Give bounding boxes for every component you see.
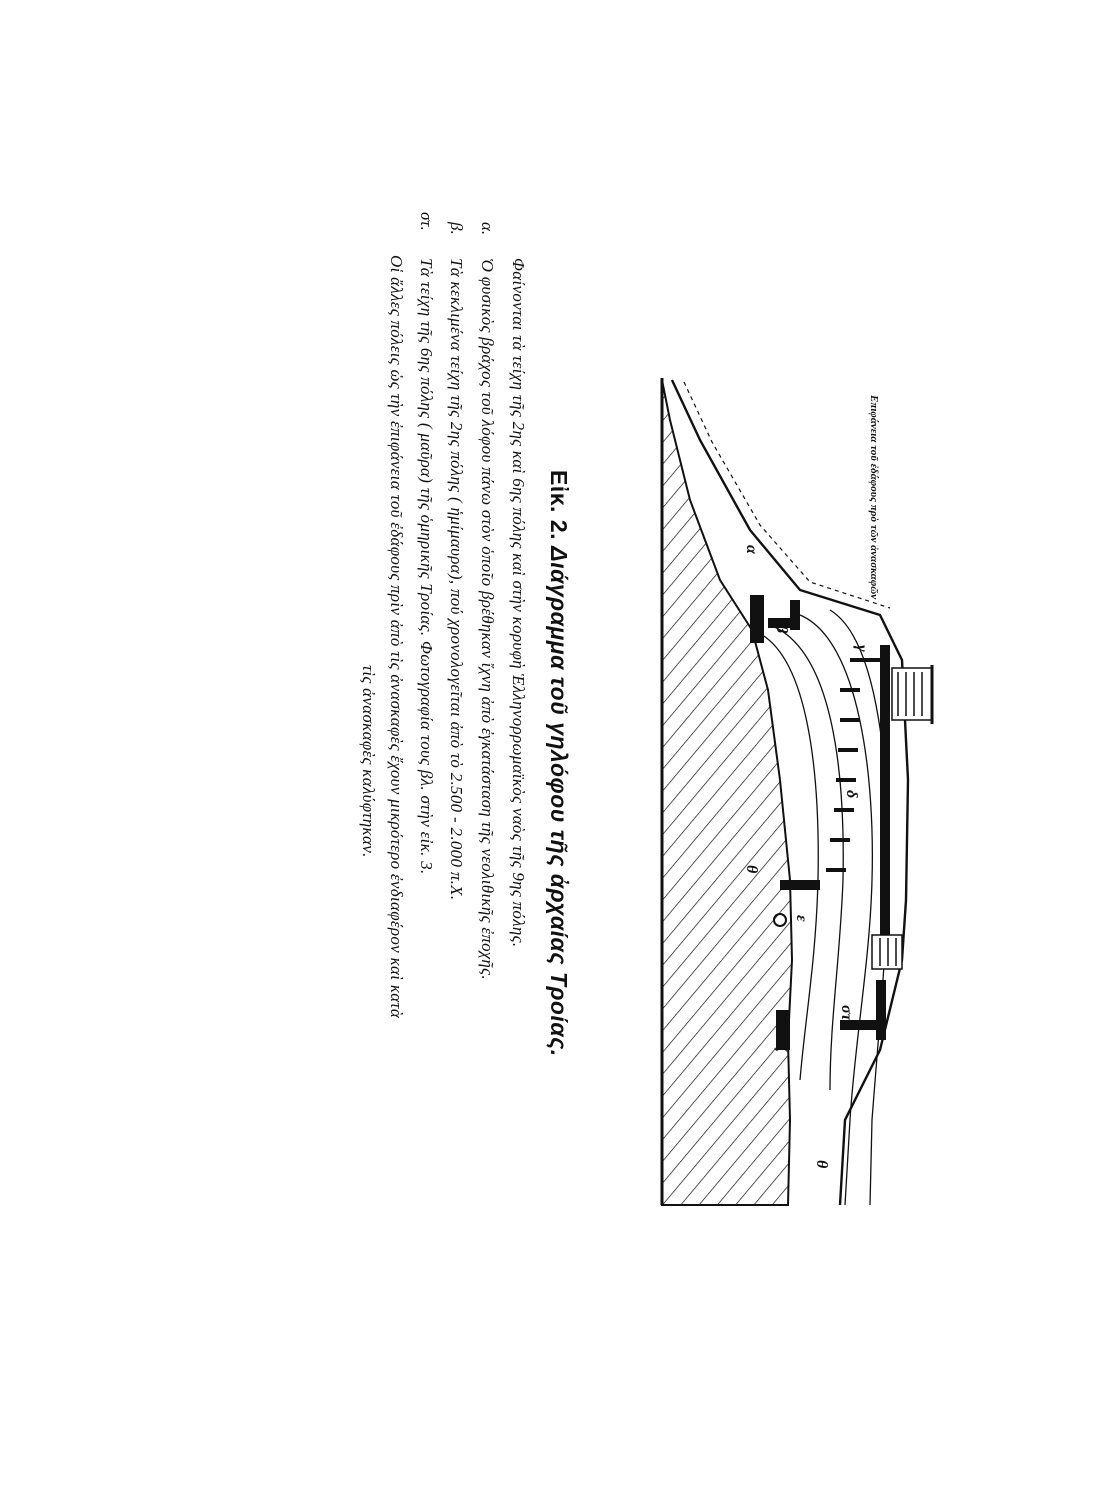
label-sigma: στ (838, 1005, 855, 1021)
label-delta: δ (843, 790, 860, 799)
wall-block (876, 980, 886, 1040)
wall-block (790, 600, 800, 630)
label-theta: θ (813, 1160, 830, 1169)
wall-block (840, 1020, 880, 1030)
troy-hill-cross-section-diagram (640, 360, 935, 1210)
wall-block (776, 1010, 790, 1050)
wall-block (780, 880, 820, 890)
upper-wall (880, 645, 890, 945)
stratum-line-4 (830, 610, 888, 1205)
label-gamma: γ (853, 645, 870, 652)
label-beta: β (773, 625, 790, 634)
label-epsilon: ε (793, 915, 810, 922)
stratum-line-3 (800, 615, 872, 1205)
label-theta-2: θ (743, 865, 760, 874)
figure-caption (545, 470, 572, 1057)
legend-closing-line-2: τὶς ἀνασκαφὲς καλύφτηκαν. (359, 665, 378, 858)
figure-number: Εἰκ. 2. (546, 470, 572, 541)
legend-closing-line-1: Οἱ ἄλλες πόλεις ὡς τὴν ἐπιφάνεια τοῦ ἐδάφους πρὶν ἀπὸ τὶς ἀνασκαφὲς ἔχουν μικρότερο ἐνδιαφέρον καὶ κατὰ (387, 255, 406, 1019)
legend-item-sigma: Τὰ τείχη τῆς 6ης πόλης ( μαῦρα) τῆς ὁμηρικῆς Τροίας. Φωτογραφία τους βλ. στὴν εἰκ. 3. (417, 258, 436, 875)
legend-item-beta: Τὰ κεκλιμένα τείχη τῆς 2ης πόλης ( ἡμίμαυρα), πού χρονολογεῖται ἀπὸ τὸ 2.500 - 2.000 π.Χ. (447, 258, 466, 901)
figure-title: Διάγραμμα τοῦ γηλόφου τῆς ἀρχαίας Τροίας. (546, 546, 572, 1057)
legend-marker-beta: β. (447, 222, 466, 235)
small-building-icon (872, 935, 902, 969)
legend-marker-sigma: στ. (417, 212, 436, 231)
temple-icon (892, 665, 932, 724)
label-alpha: α (743, 545, 760, 554)
wall-block (750, 595, 764, 643)
legend-item-alpha: Ὁ φυσικὸς βράχος τοῦ λόφου πάνω στὸν ὁποῖο βρέθηκαν ἴχνη ἀπὸ ἐγκατάσταση τῆς νεολιθικῆς ἐποχῆς. (478, 258, 497, 980)
surface-label: Επιφάνεια τοῦ ἐδάφους πρὸ τῶν ἀνασκαφῶν (868, 395, 880, 600)
bedrock-hatched (662, 380, 792, 1205)
label-zeta: ζ (773, 1045, 790, 1053)
legend-intro: Φαίνονται τὰ τείχη τῆς 2ης καὶ 6ης πόλης καὶ στὴν κορυφὴ Ἑλληνορρωμαϊκὸς ναὸς τῆς 9ης πόλης. (509, 258, 528, 948)
legend-marker-alpha: α. (478, 222, 497, 236)
